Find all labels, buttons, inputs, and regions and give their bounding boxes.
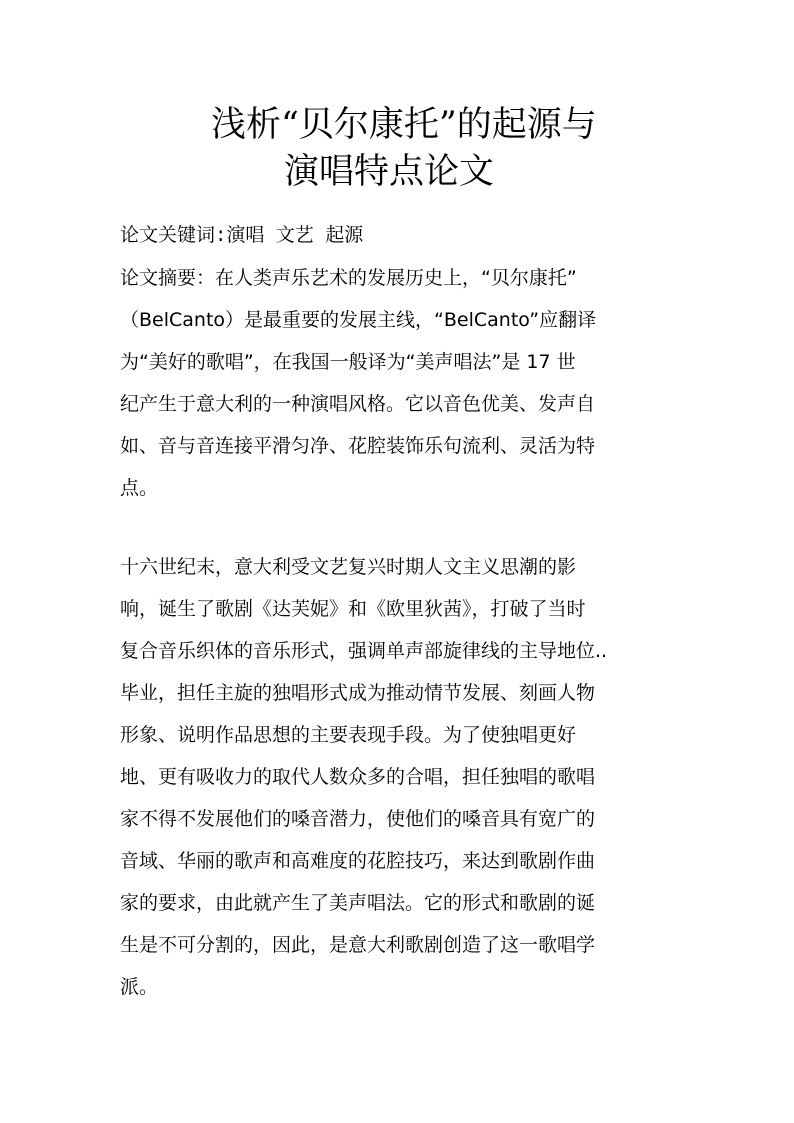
title-line-2: 演唱特点论文 [284, 152, 495, 192]
abstract-line [0, 299, 794, 341]
abstract-line [0, 467, 794, 509]
body-line [0, 756, 794, 798]
body-text: 家的要求，由此就产生了美声唱法。它的形式和歌剧的诞 [120, 892, 596, 914]
body-line [0, 924, 794, 966]
abstract-line [0, 341, 794, 383]
body-line [0, 882, 794, 924]
keywords-line [0, 215, 794, 257]
title-line-1: 浅析“贝尔康托”的起源与 [211, 105, 597, 145]
abstract-text: 为“美好的歌唱”，在我国一般译为“美声唱法”是 17 世 [120, 351, 576, 373]
body-line [0, 840, 794, 882]
body-line [0, 588, 794, 630]
body-text: 生是不可分割的，因此，是意大利歌剧创造了这一歌唱学 [120, 934, 596, 956]
body-text: 家不得不发展他们的嗓音潜力，使他们的嗓音具有宽广的 [120, 808, 596, 830]
abstract-line [0, 257, 794, 299]
abstract-text: 点。 [120, 477, 159, 499]
body-text: 地、更有吸收力的取代人数众多的合唱，担任独唱的歌唱 [120, 766, 596, 788]
body-text: 派。 [120, 976, 159, 998]
body-line [0, 546, 794, 588]
body-line [0, 714, 794, 756]
abstract-text: 纪产生于意大利的一种演唱风格。它以音色优美、发声自 [120, 393, 596, 415]
abstract-text: 论文摘要：在人类声乐艺术的发展历史上，“贝尔康托” [120, 267, 577, 289]
abstract-text: （BelCanto）是最重要的发展主线，“BelCanto”应翻译 [120, 309, 597, 331]
abstract-text: 如、音与音连接平滑匀净、花腔装饰乐句流利、灵活为特 [120, 435, 596, 457]
body-line [0, 672, 794, 714]
body-text: 十六世纪末，意大利受文艺复兴时期人文主义思潮的影 [120, 556, 577, 578]
body-text: 音域、华丽的歌声和高难度的花腔技巧，来达到歌剧作曲 [120, 850, 596, 872]
body-line [0, 966, 794, 1008]
abstract-line [0, 383, 794, 425]
body-line [0, 798, 794, 840]
body-text: 复合音乐织体的音乐形式，强调单声部旋律线的主导地位.. [120, 640, 608, 662]
body-text: 响，诞生了歌剧《达芙妮》和《欧里狄茜》，打破了当时 [120, 598, 586, 620]
body-text: 形象、说明作品思想的主要表现手段。为了使独唱更好 [120, 724, 577, 746]
abstract-line [0, 425, 794, 467]
body-text: 毕业，担任主旋的独唱形式成为推动情节发展、刻画人物 [120, 682, 596, 704]
body-line [0, 630, 794, 672]
keywords-text: 论文关键词:演唱 文艺 起源 [120, 225, 364, 247]
